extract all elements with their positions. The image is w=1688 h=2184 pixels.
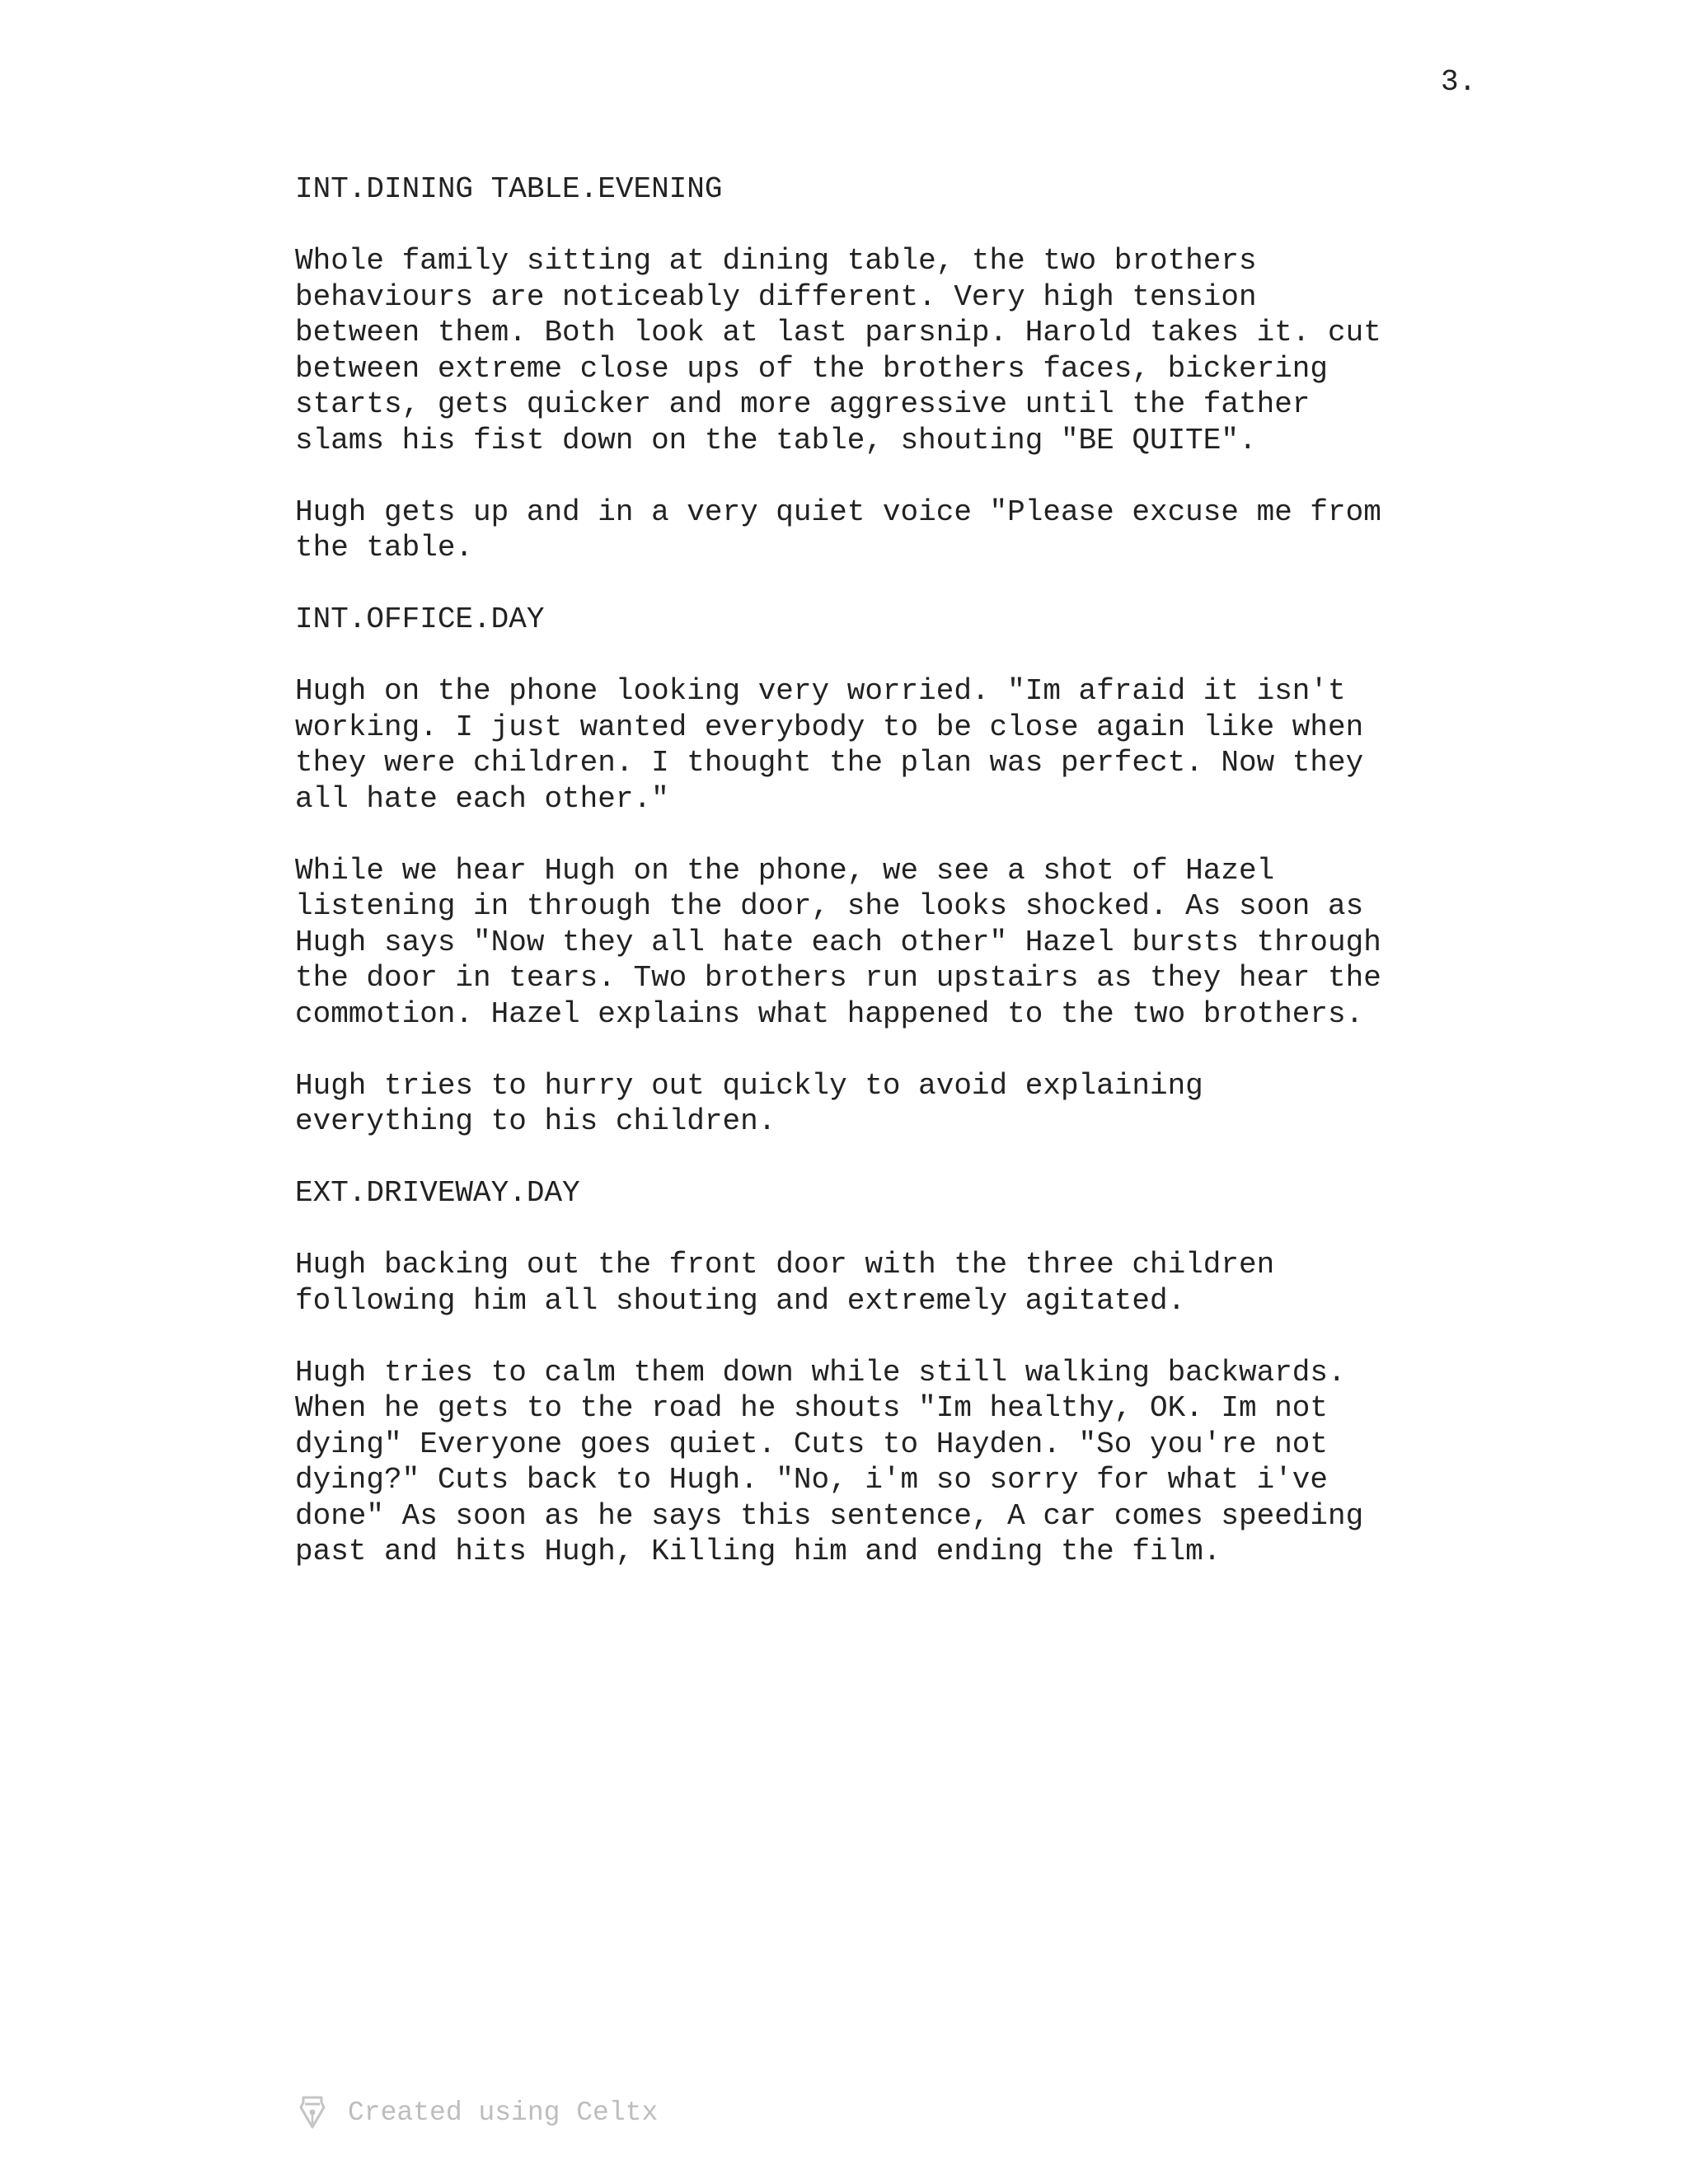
action-line: While we hear Hugh on the phone, we see a shot of Hazel	[295, 853, 1275, 888]
action-line: Hugh tries to hurry out quickly to avoid explaining	[295, 1068, 1203, 1103]
footer	[298, 2092, 658, 2133]
block-spacer	[295, 1140, 1548, 1176]
action-line: working. I just wanted everybody to be close again like when	[295, 710, 1364, 744]
block-spacer	[295, 458, 1548, 494]
block-spacer	[295, 817, 1548, 853]
action-line: between extreme close ups of the brothers faces, bickering	[295, 351, 1329, 386]
action-line: When he gets to the road he shouts "Im healthy, OK. Im not	[295, 1391, 1329, 1425]
action-paragraph	[295, 243, 1548, 458]
action-line: Hugh on the phone looking very worried. "Im afraid it isn't	[295, 674, 1346, 708]
action-line: following him all shouting and extremely agitated.	[295, 1283, 1186, 1318]
action-line: done" As soon as he says this sentence, A car comes speeding	[295, 1498, 1364, 1533]
action-paragraph	[295, 494, 1548, 566]
action-line: listening in through the door, she looks shocked. As soon as	[295, 889, 1364, 923]
action-line: they were children. I thought the plan was perfect. Now they	[295, 746, 1364, 780]
block-spacer	[295, 1032, 1548, 1068]
action-line: commotion. Hazel explains what happened to the two brothers.	[295, 996, 1364, 1031]
screenplay-body	[295, 171, 1548, 1570]
block-spacer	[295, 1319, 1548, 1355]
action-line: between them. Both look at last parsnip. Harold takes it. cut	[295, 316, 1381, 349]
action-line: everything to his children.	[295, 1104, 776, 1138]
block-spacer	[295, 638, 1548, 674]
action-line: starts, gets quicker and more aggressive until the father	[295, 387, 1311, 421]
action-line: dying" Everyone goes quiet. Cuts to Hayden. "So you're not	[295, 1427, 1329, 1461]
page-number: 3.	[1441, 65, 1477, 99]
block-spacer	[295, 1212, 1548, 1248]
action-line: Hugh says "Now they all hate each other" Hazel bursts through	[295, 925, 1381, 959]
action-line: past and hits Hugh, Killing him and ending the film.	[295, 1535, 1221, 1568]
action-paragraph	[295, 1247, 1548, 1319]
scene-heading-line: EXT.DRIVEWAY.DAY	[295, 1176, 580, 1210]
action-line: Whole family sitting at dining table, the two brothers	[295, 244, 1257, 278]
action-paragraph	[295, 1068, 1548, 1140]
footer-text: Created using Celtx	[348, 2097, 659, 2128]
action-paragraph	[295, 1355, 1548, 1570]
action-line: behaviours are noticeably different. Very high tension	[295, 279, 1257, 314]
block-spacer	[295, 208, 1548, 244]
action-paragraph	[295, 673, 1548, 817]
block-spacer	[295, 566, 1548, 602]
action-line: Hugh gets up and in a very quiet voice "Please excuse me from	[295, 494, 1381, 529]
scene-heading	[295, 602, 1548, 638]
action-line: Hugh tries to calm them down while still walking backwards.	[295, 1355, 1346, 1390]
scene-heading	[295, 171, 1548, 208]
action-line: dying?" Cuts back to Hugh. "No, i'm so sorry for what i've	[295, 1463, 1329, 1497]
action-line: all hate each other."	[295, 781, 669, 816]
scene-heading-line: INT.DINING TABLE.EVENING	[295, 172, 723, 206]
scene-heading	[295, 1175, 1548, 1212]
action-paragraph	[295, 853, 1548, 1033]
action-line: Hugh backing out the front door with the three children	[295, 1248, 1275, 1282]
action-line: the door in tears. Two brothers run upstairs as they hear the	[295, 961, 1381, 995]
action-line: the table.	[295, 531, 474, 565]
celtx-pen-icon	[298, 2094, 326, 2130]
scene-heading-line: INT.OFFICE.DAY	[295, 602, 545, 636]
action-line: slams his fist down on the table, shouting "BE QUITE".	[295, 423, 1257, 457]
